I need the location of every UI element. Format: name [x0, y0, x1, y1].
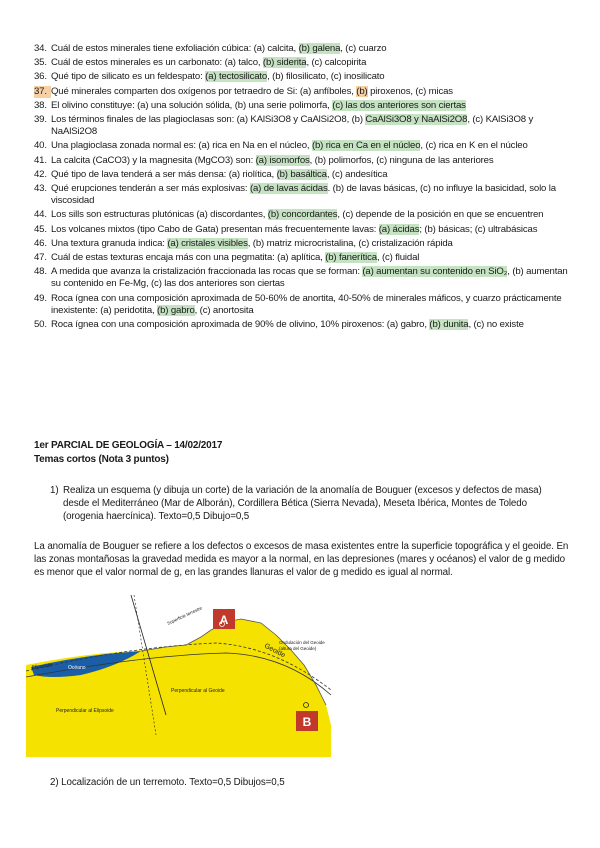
- question-fragment: , (b) polimorfos, (c) ninguna de las anteriores: [309, 154, 494, 166]
- question-number: 42.: [34, 168, 47, 180]
- tema-2: 2) Localización de un terremoto. Texto=0,5 Dibujos=0,5: [50, 777, 285, 788]
- highlighted-answer: (b): [356, 85, 368, 97]
- question-text: [51, 169, 574, 181]
- question-fragment: , (c) no existe: [468, 319, 524, 331]
- question-text: [51, 293, 574, 317]
- highlighted-answer: CaAlSi3O8 y NaAlSi2O8: [365, 114, 468, 126]
- question-number: 34.: [34, 43, 47, 54]
- question-text: [51, 114, 574, 138]
- tema-1-text: Realiza un esquema (y dibuja un corte) de la variación de la anomalía de Bouguer (excesos y defectos de masa) desde el Mediterráneo (Mar de Alborán), Cordillera Bética (Sierra Nevada), Meseta Ibérica, Montes de Toledo (orogenia haercínica). Texto=0,5 Dibujo=0,5: [63, 485, 542, 522]
- question-item: [34, 57, 574, 69]
- question-number: 46.: [34, 237, 47, 249]
- question-text: [51, 266, 574, 290]
- label-elipsoide: Elipsoide: [31, 662, 53, 671]
- question-fragment: Los sills son estructuras plutónicas (a) discordantes,: [51, 209, 268, 221]
- exam-header: [34, 439, 222, 467]
- highlighted-answer: (a) aumentan su contenido en SiO₂: [362, 266, 508, 278]
- label-ondulacion-2: (altura del Geoide): [279, 646, 317, 651]
- question-fragment: , (c) anortosita: [194, 304, 254, 316]
- question-fragment: La calcita (CaCO3) y la magnesita (MgCO3) son:: [51, 154, 256, 166]
- question-item: [34, 209, 574, 221]
- question-fragment: Qué minerales comparten dos oxígenos por tetraedro de Si: (a) anfíboles,: [51, 85, 357, 97]
- highlighted-answer: (b) concordantes: [267, 209, 338, 221]
- question-item: [34, 169, 574, 181]
- highlighted-answer: (c) las dos anteriores son ciertas: [332, 99, 466, 111]
- question-item: [34, 224, 574, 236]
- question-fragment: , (c) depende de la posición en que se encuentren: [337, 209, 544, 221]
- question-item: [34, 86, 574, 98]
- highlighted-answer: (b) galena: [298, 43, 341, 54]
- label-perp-elipsoide: Perpendicular al Elipsoide: [56, 708, 114, 714]
- label-ondulacion: Ondulación del Geoide: [279, 640, 325, 645]
- tema-1: [50, 484, 570, 523]
- question-text: [51, 319, 574, 331]
- question-item: [34, 238, 574, 250]
- highlighted-answer: (a) de lavas ácidas: [249, 183, 328, 195]
- question-fragment: Roca ígnea con una composición aproximada de 50-60% de anortita, 40-50% de minerales máficos, y cuarzo prácticamente inexistente: (a) peridotita,: [51, 292, 562, 316]
- highlighted-answer: (b) fanerítica: [325, 252, 377, 264]
- question-item: [34, 319, 574, 331]
- question-item: [34, 100, 574, 112]
- question-number: 37.: [34, 86, 51, 98]
- question-fragment: , (c) andesítica: [326, 168, 388, 180]
- question-list: [34, 43, 574, 333]
- label-superficie: Superficie terrestre: [166, 605, 203, 626]
- question-fragment: piroxenos, (c) micas: [367, 85, 453, 97]
- question-fragment: El olivino constituye: (a) una solución sólida, (b) una serie polimorfa,: [51, 99, 333, 111]
- question-number: 44.: [34, 209, 47, 221]
- question-item: [34, 252, 574, 264]
- question-number: 49.: [34, 292, 47, 304]
- question-text: [51, 224, 574, 236]
- highlighted-answer: (a) tectosilicato: [205, 71, 268, 83]
- question-fragment: Cuál de estas texturas encaja más con una pegmatita: (a) aplítica,: [51, 252, 326, 264]
- question-fragment: Cuál de estos minerales es un carbonato: (a) talco,: [51, 57, 263, 69]
- highlighted-answer: (b) gabro: [157, 304, 195, 316]
- label-b: B: [302, 715, 312, 729]
- question-item: [34, 71, 574, 83]
- question-fragment: , (c) cuarzo: [340, 43, 387, 54]
- question-fragment: Los términos finales de las plagioclasas son: (a) KAlSi3O8 y CaAlSi2O8, (b): [51, 114, 366, 126]
- highlighted-answer: (a) isomorfos: [255, 154, 310, 166]
- bouguer-figure: [26, 595, 339, 757]
- question-number: 36.: [34, 71, 47, 83]
- question-item: [34, 43, 574, 55]
- question-fragment: . (b) de lavas básicas, (c) no influye la basicidad, solo la viscosidad: [51, 183, 556, 207]
- question-text: [51, 140, 574, 152]
- question-fragment: , (c) KAlSi3O8 y NaAlSi2O8: [51, 114, 534, 138]
- label-perp-geoide: Perpendicular al Geoide: [171, 688, 225, 694]
- question-fragment: A medida que avanza la cristalización fraccionada las rocas que se forman:: [51, 266, 363, 278]
- question-fragment: Qué tipo de lava tenderá a ser más densa: (a) riolítica,: [51, 168, 277, 180]
- question-number: 45.: [34, 223, 47, 235]
- exam-title: 1er PARCIAL DE GEOLOGÍA – 14/02/2017: [34, 440, 223, 451]
- highlighted-answer: (b) basáltica: [276, 168, 327, 180]
- label-oceano: Océano: [68, 665, 86, 671]
- answer-paragraph: La anomalía de Bouguer se refiere a los defectos o excesos de masa existentes entre la superficie topográfica y el geoide. En las zonas montañosas la gravedad medida es mayor a la normal, en las depresiones (mares y océanos) el valor de g medido es menor que el valor normal de g, en las grandes llanuras el valor de g medido es igual al normal.: [34, 541, 569, 579]
- question-number: 39.: [34, 114, 47, 126]
- question-text: [51, 57, 574, 69]
- question-number: 47.: [34, 252, 47, 264]
- question-text: [51, 155, 574, 167]
- question-text: [51, 252, 574, 264]
- question-fragment: , (c) fluidal: [376, 252, 420, 264]
- highlighted-answer: (b) rica en Ca en el núcleo: [311, 140, 421, 152]
- question-fragment: , (b) aumentan su contenido en Fe-Mg, (c) las dos anteriores son ciertas: [51, 266, 568, 290]
- question-fragment: Qué tipo de silicato es un feldespato:: [51, 71, 206, 83]
- question-text: [51, 209, 574, 221]
- question-fragment: Qué erupciones tenderán a ser más explosivas:: [51, 183, 250, 195]
- question-item: [34, 293, 574, 317]
- question-text: [51, 183, 574, 207]
- question-fragment: Una plagioclasa zonada normal es: (a) rica en Na en el núcleo,: [51, 140, 312, 152]
- question-fragment: ; (b) básicas; (c) ultrabásicas: [419, 223, 538, 235]
- highlighted-answer: (b) dunita: [429, 319, 469, 331]
- label-a: A: [219, 613, 229, 627]
- question-number: 38.: [34, 99, 47, 111]
- question-fragment: Los volcanes mixtos (tipo Cabo de Gata) presentan más frecuentemente lavas:: [51, 223, 379, 235]
- question-text: [51, 86, 574, 98]
- question-fragment: Una textura granuda indica:: [51, 237, 168, 249]
- question-fragment: , (c) rica en K en el núcleo: [420, 140, 528, 152]
- question-fragment: Cuál de estos minerales tiene exfoliación cúbica: (a) calcita,: [51, 43, 299, 54]
- highlighted-answer: (a) cristales visibles: [167, 237, 248, 249]
- question-number: 40.: [34, 140, 47, 152]
- highlighted-answer: (a) ácidas: [378, 223, 420, 235]
- question-fragment: Roca ígnea con una composición aproximada de 90% de olivino, 10% piroxenos: (a) gabro,: [51, 319, 430, 331]
- question-item: [34, 140, 574, 152]
- question-fragment: , (b) filosilicato, (c) inosilicato: [267, 71, 385, 83]
- question-item: [34, 183, 574, 207]
- question-number: 43.: [34, 183, 47, 195]
- question-fragment: , (b) matriz microcristalina, (c) cristalización rápida: [247, 237, 453, 249]
- tema-1-number: 1): [50, 485, 59, 496]
- highlighted-answer: (b) siderita: [262, 57, 307, 69]
- question-item: [34, 155, 574, 167]
- question-text: [51, 238, 574, 250]
- question-fragment: , (c) calcopirita: [306, 57, 367, 69]
- exam-subtitle: Temas cortos (Nota 3 puntos): [34, 454, 169, 465]
- question-number: 41.: [34, 154, 47, 166]
- question-number: 48.: [34, 266, 47, 278]
- question-item: [34, 266, 574, 290]
- question-number: 35.: [34, 57, 47, 69]
- question-number: 50.: [34, 319, 47, 331]
- question-item: [34, 114, 574, 138]
- label-geoide: Geoide: [263, 642, 287, 660]
- question-text: [51, 71, 574, 83]
- question-text: [51, 100, 574, 112]
- question-text: [51, 43, 574, 55]
